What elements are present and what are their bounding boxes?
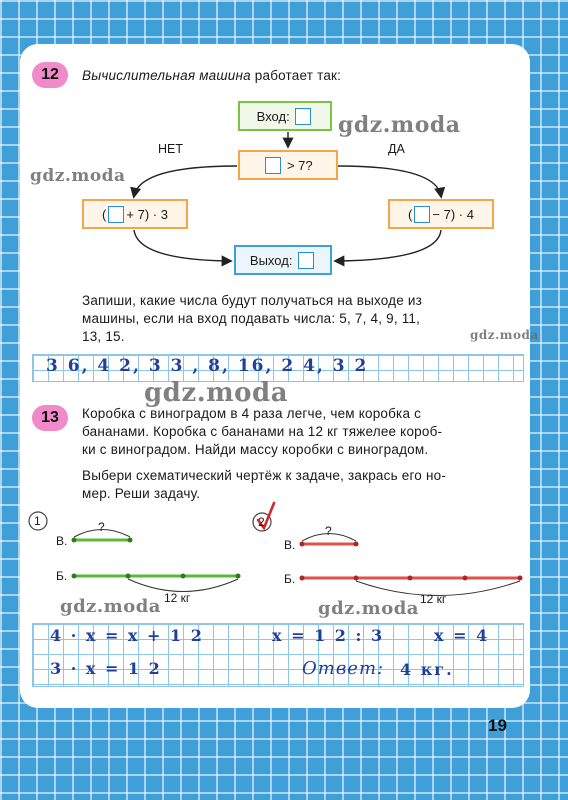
yes-label: ДА <box>388 142 405 156</box>
task-13-line-2: бананами. Коробка с бананами на 12 кг тяжелее короб- <box>82 424 443 439</box>
watermark-3: gdz.moda <box>470 328 539 342</box>
watermark-2: gdz.moda <box>30 166 126 186</box>
task-13-line-4: Выбери схематический чертёж к задаче, закрась его но- <box>82 468 447 483</box>
watermark-1: gdz.moda <box>338 112 461 138</box>
answer-value: 4 кг. <box>400 660 454 679</box>
option-1-b-arc <box>128 579 238 592</box>
instruction-line-3: 13, 15. <box>82 329 125 344</box>
option-1-number[interactable]: 1 <box>34 514 41 528</box>
solution-equation-2: x = 1 2 : 3 <box>272 626 385 645</box>
option-2-label-b: Б. <box>284 572 296 586</box>
option-2-label-v: В. <box>284 538 296 552</box>
option-1-question: ? <box>98 520 105 534</box>
solution-equation-4: 3 · x = 1 2 <box>50 659 162 678</box>
task-13-line-5: мер. Реши задачу. <box>82 486 201 501</box>
task-12-answer: 3 6, 4 2, 3 3 , 8, 16, 2 4, 3 2 <box>46 356 369 376</box>
no-label: НЕТ <box>158 142 183 156</box>
watermark-5: gdz.moda <box>60 596 161 617</box>
option-2-question: ? <box>325 524 332 538</box>
option-1-label-b: Б. <box>56 569 68 583</box>
output-label: Выход: <box>249 252 293 268</box>
option-2-diff: 12 кг <box>420 592 447 606</box>
no-branch-expression: + 7) · 3 <box>126 206 168 222</box>
no-branch-open: ( <box>102 206 107 222</box>
task-13-line-3: ки с виноградом. Найди массу коробки с виноградом. <box>82 442 429 457</box>
yes-branch-open: ( <box>408 206 413 222</box>
solution-equation-1: 4 · x = x + 1 2 <box>50 626 204 645</box>
watermark-4: gdz.moda <box>144 378 289 408</box>
intro-rest: работает так: <box>250 68 342 83</box>
answer-word: Ответ: <box>302 658 385 679</box>
condition-text: > 7? <box>286 157 313 173</box>
task-12-number: 12 <box>41 66 59 83</box>
instruction-line-2: машины, если на вход подавать числа: 5, 7, 4, 9, 11, <box>82 311 421 326</box>
option-1-label-v: В. <box>56 534 68 548</box>
watermark-6: gdz.moda <box>318 598 419 619</box>
yes-branch-expression: − 7) · 4 <box>432 206 474 222</box>
solution-equation-3: x = 4 <box>434 626 490 645</box>
instruction-line-1: Запиши, какие числа будут получаться на выходе из <box>82 293 423 308</box>
option-2-number[interactable]: 2 <box>258 515 265 529</box>
intro-italic: Вычислительная машина <box>82 68 251 83</box>
task-13-number: 13 <box>41 409 59 426</box>
page-number: 19 <box>488 716 507 735</box>
input-label: Вход: <box>256 108 290 124</box>
task-13-line-1: Коробка с виноградом в 4 раза легче, чем коробка с <box>82 406 422 421</box>
option-1-diff: 12 кг <box>164 591 191 605</box>
